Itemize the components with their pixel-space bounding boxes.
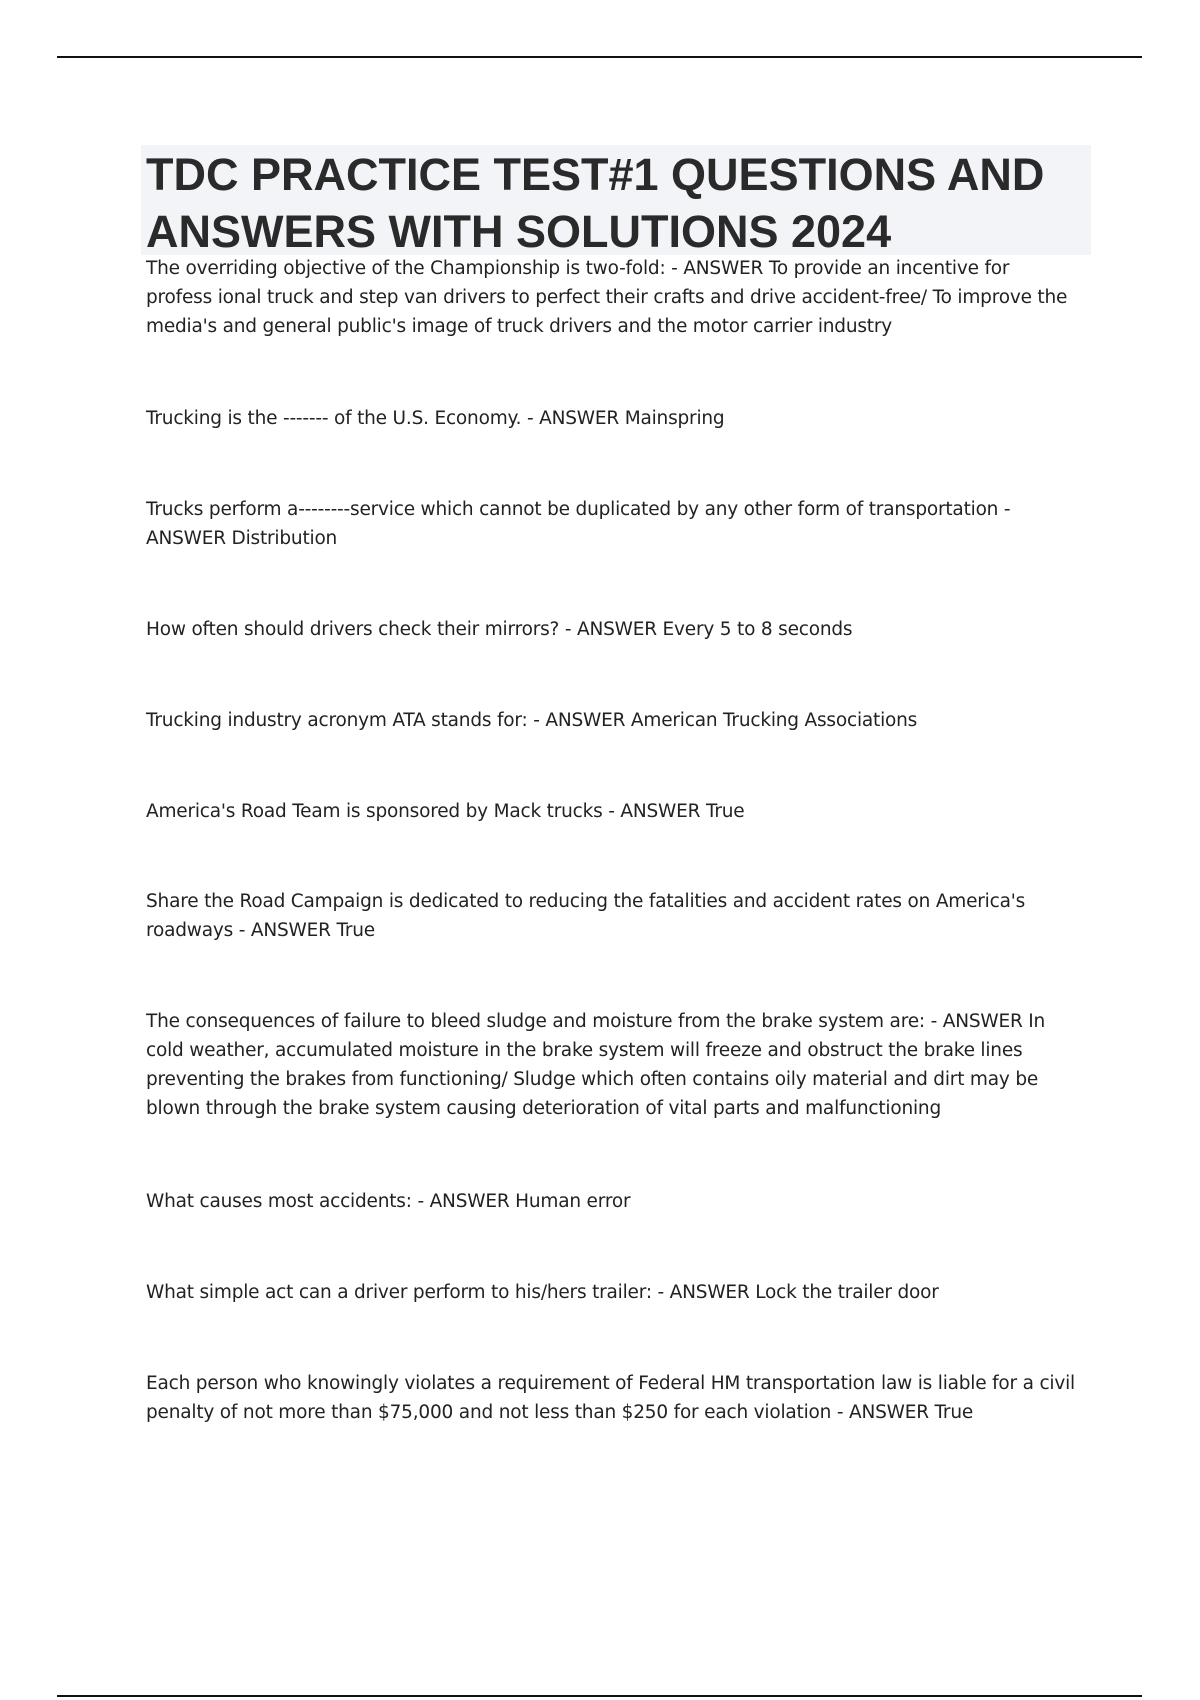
qa-item-3: Trucks perform a--------service which cannot be duplicated by any other form of transportation - ANSWER Distribution [146,499,1011,549]
qa-item-10: What simple act can a driver perform to his/hers trailer: - ANSWER Lock the trailer door [146,1282,939,1303]
qa-item-2: Trucking is the ------- of the U.S. Economy. - ANSWER Mainspring [146,408,725,429]
document-title: TDC PRACTICE TEST#1 QUESTIONS AND ANSWERS WITH SOLUTIONS 2024 [146,149,1045,257]
bottom-divider [57,1695,1142,1697]
qa-item-6: America's Road Team is sponsored by Mack trucks - ANSWER True [146,801,745,822]
qa-item-1: The overriding objective of the Championship is two-fold: - ANSWER To provide an incentive for profess ional truck and step van drivers to perfect their crafts and drive accident-free/ To improve the media's and general public's image of truck drivers and the motor carrier industry [146,258,1068,337]
qa-item-9: What causes most accidents: - ANSWER Human error [146,1191,631,1212]
qa-item-7: Share the Road Campaign is dedicated to reducing the fatalities and accident rates on America's roadways - ANSWER True [146,891,1026,941]
qa-item-5: Trucking industry acronym ATA stands for: - ANSWER American Trucking Associations [146,710,918,731]
top-divider [57,56,1142,58]
qa-item-4: How often should drivers check their mirrors? - ANSWER Every 5 to 8 seconds [146,619,853,640]
qa-item-8: The consequences of failure to bleed sludge and moisture from the brake system are: - ANSWER In cold weather, accumulated moisture in the brake system will freeze and obstruct the brake lines preventing the brakes from functioning/ Sludge which often contains oily material and dirt may be blown through the brake system causing deterioration of vital parts and malfunctioning [146,1011,1046,1119]
qa-item-11: Each person who knowingly violates a requirement of Federal HM transportation law is liable for a civil penalty of not more than $75,000 and not less than $250 for each violation - ANSWER True [146,1373,1075,1423]
